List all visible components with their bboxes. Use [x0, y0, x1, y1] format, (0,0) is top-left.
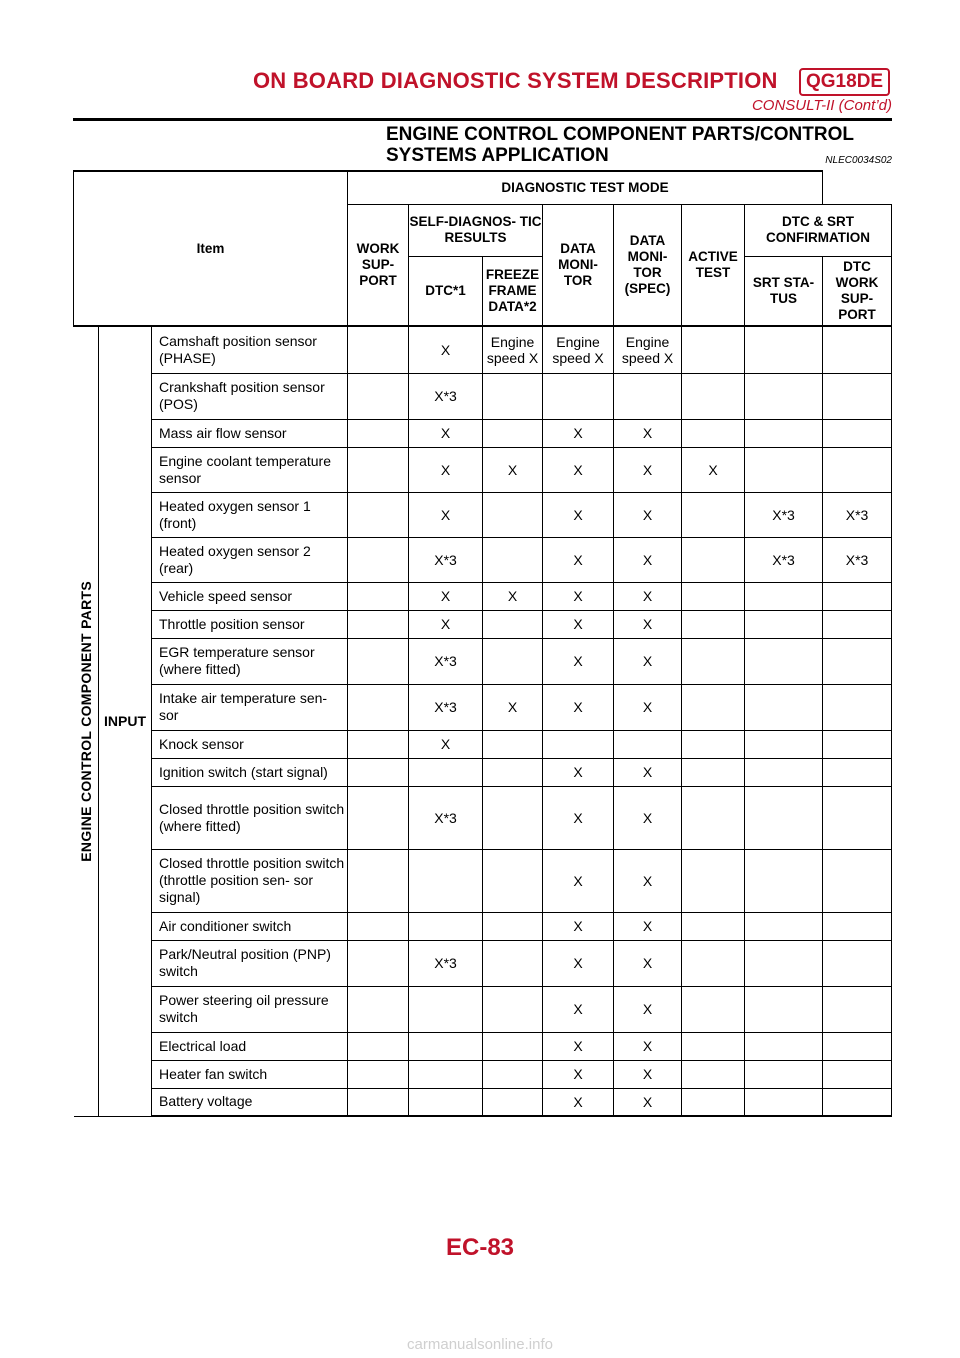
item-name: Electrical load	[152, 1032, 348, 1060]
header-title: ON BOARD DIAGNOSTIC SYSTEM DESCRIPTION	[253, 68, 778, 93]
dtc-work-support-cell	[823, 447, 892, 492]
table-row	[74, 786, 892, 849]
diagnostic-test-mode-header: DIAGNOSTIC TEST MODE	[348, 171, 823, 204]
dtc-work-support-cell	[823, 912, 892, 940]
data-monitor-cell	[543, 373, 614, 419]
table-row	[74, 940, 892, 986]
item-name: Throttle position sensor	[152, 610, 348, 638]
table-row	[74, 638, 892, 684]
active-test-cell	[682, 492, 745, 537]
work-support-cell	[348, 1088, 409, 1116]
active-test-cell	[682, 326, 745, 373]
data-monitor-spec-cell: X	[614, 1032, 682, 1060]
data-monitor-spec-cell: X	[614, 610, 682, 638]
section-code: NLEC0034S02	[825, 155, 892, 166]
active-test-cell	[682, 940, 745, 986]
work-support-cell	[348, 684, 409, 730]
active-test-cell	[682, 986, 745, 1032]
data-monitor-cell: X	[543, 986, 614, 1032]
item-name: Mass air flow sensor	[152, 419, 348, 447]
srt-status-cell	[745, 1088, 823, 1116]
work-support-cell	[348, 447, 409, 492]
data-monitor-cell: X	[543, 610, 614, 638]
data-monitor-spec-cell: X	[614, 447, 682, 492]
srt-status-cell	[745, 447, 823, 492]
data-monitor-cell: X	[543, 492, 614, 537]
dtc-work-support-cell	[823, 849, 892, 912]
work-support-cell	[348, 986, 409, 1032]
freeze-frame-cell	[483, 1060, 543, 1088]
table-row	[74, 582, 892, 610]
active-test-cell	[682, 610, 745, 638]
work-support-cell	[348, 326, 409, 373]
work-support-cell	[348, 1060, 409, 1088]
data-monitor-cell: X	[543, 1060, 614, 1088]
dtc-work-support-cell	[823, 582, 892, 610]
work-support-cell	[348, 730, 409, 758]
dtc-work-support-cell	[823, 373, 892, 419]
srt-status-cell	[745, 986, 823, 1032]
dtc-cell	[409, 1060, 483, 1088]
dtc-cell: X*3	[409, 373, 483, 419]
item-name: Crankshaft position sensor (POS)	[152, 373, 348, 419]
dtc-cell: X	[409, 326, 483, 373]
data-monitor-cell: X	[543, 537, 614, 582]
active-test-cell	[682, 849, 745, 912]
dtc-work-support-header: DTC WORK SUP- PORT	[823, 256, 892, 326]
dtc-cell: X	[409, 730, 483, 758]
table-row	[74, 326, 892, 373]
freeze-frame-header: FREEZE FRAME DATA*2	[483, 256, 543, 326]
work-support-cell	[348, 758, 409, 786]
active-test-cell	[682, 373, 745, 419]
table-row	[74, 537, 892, 582]
work-support-cell	[348, 419, 409, 447]
dtc-cell: X	[409, 447, 483, 492]
freeze-frame-cell: X	[483, 684, 543, 730]
group-label: ENGINE CONTROL COMPONENT PARTS	[77, 580, 94, 862]
srt-status-header: SRT STA- TUS	[745, 256, 823, 326]
work-support-cell	[348, 1032, 409, 1060]
srt-status-cell	[745, 1060, 823, 1088]
item-name: Air conditioner switch	[152, 912, 348, 940]
dtc-work-support-cell	[823, 638, 892, 684]
freeze-frame-cell: X	[483, 582, 543, 610]
freeze-frame-cell	[483, 912, 543, 940]
page-number: EC-83	[445, 1234, 515, 1261]
data-monitor-cell: X	[543, 912, 614, 940]
work-support-cell	[348, 638, 409, 684]
self-diagnostic-results-header: SELF-DIAGNOS- TIC RESULTS	[409, 204, 543, 256]
dtc-work-support-cell	[823, 1088, 892, 1116]
data-monitor-spec-cell: X	[614, 786, 682, 849]
header-rule	[73, 118, 892, 121]
dtc-work-support-cell	[823, 940, 892, 986]
dtc-cell: X*3	[409, 786, 483, 849]
dtc-cell	[409, 1088, 483, 1116]
data-monitor-cell: X	[543, 786, 614, 849]
dtc-work-support-cell	[823, 419, 892, 447]
table-row	[74, 373, 892, 419]
active-test-cell	[682, 758, 745, 786]
item-header: Item	[74, 171, 348, 326]
srt-status-cell	[745, 940, 823, 986]
table-row	[74, 758, 892, 786]
srt-status-cell	[745, 849, 823, 912]
freeze-frame-cell	[483, 492, 543, 537]
item-name: Knock sensor	[152, 730, 348, 758]
dtc-work-support-cell	[823, 786, 892, 849]
dtc-cell: X	[409, 492, 483, 537]
dtc-work-support-cell: X*3	[823, 537, 892, 582]
dtc-work-support-cell	[823, 610, 892, 638]
dtc-cell	[409, 986, 483, 1032]
group-label-cell	[74, 326, 99, 1116]
freeze-frame-cell	[483, 986, 543, 1032]
freeze-frame-cell	[483, 849, 543, 912]
srt-status-cell	[745, 610, 823, 638]
work-support-cell	[348, 492, 409, 537]
work-support-header: WORK SUP- PORT	[348, 204, 409, 326]
active-test-cell: X	[682, 447, 745, 492]
dtc-cell: X*3	[409, 537, 483, 582]
item-name: Closed throttle position switch (throttle position sen- sor signal)	[152, 849, 348, 912]
dtc-work-support-cell	[823, 684, 892, 730]
dtc-cell: X*3	[409, 684, 483, 730]
active-test-cell	[682, 1088, 745, 1116]
data-monitor-spec-cell: X	[614, 492, 682, 537]
dtc-work-support-cell	[823, 730, 892, 758]
srt-status-cell: X*3	[745, 537, 823, 582]
work-support-cell	[348, 786, 409, 849]
freeze-frame-cell: X	[483, 447, 543, 492]
active-test-cell	[682, 1032, 745, 1060]
work-support-cell	[348, 537, 409, 582]
data-monitor-cell: X	[543, 582, 614, 610]
data-monitor-spec-cell	[614, 730, 682, 758]
dtc-cell	[409, 758, 483, 786]
dtc-cell	[409, 1032, 483, 1060]
data-monitor-spec-cell	[614, 373, 682, 419]
data-monitor-spec-cell: Engine speed X	[614, 326, 682, 373]
data-monitor-cell: X	[543, 1032, 614, 1060]
table-row	[74, 849, 892, 912]
dtc-header: DTC*1	[409, 256, 483, 326]
table-row	[74, 1032, 892, 1060]
work-support-cell	[348, 849, 409, 912]
item-name: Heated oxygen sensor 2 (rear)	[152, 537, 348, 582]
dtc-work-support-cell	[823, 1032, 892, 1060]
item-name: Engine coolant temperature sensor	[152, 447, 348, 492]
dtc-cell: X*3	[409, 638, 483, 684]
srt-status-cell	[745, 582, 823, 610]
data-monitor-cell: X	[543, 419, 614, 447]
item-name: Closed throttle position switch (where fitted)	[152, 786, 348, 849]
table-row	[74, 492, 892, 537]
srt-status-cell	[745, 684, 823, 730]
active-test-cell	[682, 419, 745, 447]
active-test-cell	[682, 912, 745, 940]
srt-status-cell	[745, 1032, 823, 1060]
table-row	[74, 912, 892, 940]
dtc-cell: X	[409, 419, 483, 447]
data-monitor-spec-cell: X	[614, 419, 682, 447]
freeze-frame-cell	[483, 537, 543, 582]
data-monitor-spec-cell: X	[614, 582, 682, 610]
freeze-frame-cell	[483, 940, 543, 986]
table-row	[74, 684, 892, 730]
srt-status-cell	[745, 638, 823, 684]
work-support-cell	[348, 582, 409, 610]
srt-status-cell	[745, 730, 823, 758]
data-monitor-cell: X	[543, 758, 614, 786]
freeze-frame-cell	[483, 786, 543, 849]
dtc-work-support-cell	[823, 1060, 892, 1088]
header-subtitle: CONSULT-II (Cont’d)	[751, 97, 892, 114]
data-monitor-spec-cell: X	[614, 986, 682, 1032]
srt-status-cell	[745, 373, 823, 419]
item-name: Camshaft position sensor (PHASE)	[152, 326, 348, 373]
data-monitor-cell: X	[543, 447, 614, 492]
item-name: Ignition switch (start signal)	[152, 758, 348, 786]
srt-status-cell	[745, 912, 823, 940]
active-test-header: ACTIVE TEST	[682, 204, 745, 326]
active-test-cell	[682, 582, 745, 610]
active-test-cell	[682, 1060, 745, 1088]
section-title-line-2: SYSTEMS APPLICATION	[386, 145, 609, 166]
table-row	[74, 610, 892, 638]
srt-status-cell	[745, 419, 823, 447]
section-title	[386, 124, 856, 166]
freeze-frame-cell: Engine speed X	[483, 326, 543, 373]
data-monitor-spec-cell: X	[614, 758, 682, 786]
data-monitor-spec-cell: X	[614, 912, 682, 940]
subgroup-label: INPUT	[99, 326, 152, 1116]
data-monitor-cell: Engine speed X	[543, 326, 614, 373]
dtc-work-support-cell	[823, 326, 892, 373]
freeze-frame-cell	[483, 638, 543, 684]
item-name: Power steering oil pressure switch	[152, 986, 348, 1032]
data-monitor-cell: X	[543, 940, 614, 986]
dtc-cell: X	[409, 610, 483, 638]
data-monitor-spec-header: DATA MONI- TOR (SPEC)	[614, 204, 682, 326]
item-name: Heater fan switch	[152, 1060, 348, 1088]
dtc-cell: X*3	[409, 940, 483, 986]
data-monitor-spec-cell: X	[614, 684, 682, 730]
freeze-frame-cell	[483, 730, 543, 758]
section-title-line-1: ENGINE CONTROL COMPONENT PARTS/CONTROL	[386, 124, 854, 145]
data-monitor-header: DATA MONI- TOR	[543, 204, 614, 326]
dtc-work-support-cell	[823, 986, 892, 1032]
item-name: Vehicle speed sensor	[152, 582, 348, 610]
data-monitor-spec-cell: X	[614, 940, 682, 986]
active-test-cell	[682, 786, 745, 849]
work-support-cell	[348, 373, 409, 419]
footer-url: carmanualsonline.info	[407, 1336, 553, 1353]
item-name: Park/Neutral position (PNP) switch	[152, 940, 348, 986]
item-name: Battery voltage	[152, 1088, 348, 1116]
active-test-cell	[682, 684, 745, 730]
active-test-cell	[682, 638, 745, 684]
data-monitor-cell: X	[543, 638, 614, 684]
item-name: Intake air temperature sen- sor	[152, 684, 348, 730]
srt-status-cell	[745, 786, 823, 849]
srt-status-cell	[745, 758, 823, 786]
dtc-cell	[409, 912, 483, 940]
srt-status-cell	[745, 326, 823, 373]
active-test-cell	[682, 537, 745, 582]
table-row	[74, 1060, 892, 1088]
freeze-frame-cell	[483, 758, 543, 786]
item-name: EGR temperature sensor (where fitted)	[152, 638, 348, 684]
work-support-cell	[348, 610, 409, 638]
work-support-cell	[348, 912, 409, 940]
data-monitor-spec-cell: X	[614, 849, 682, 912]
freeze-frame-cell	[483, 610, 543, 638]
data-monitor-spec-cell: X	[614, 1060, 682, 1088]
table-row	[74, 447, 892, 492]
active-test-cell	[682, 730, 745, 758]
freeze-frame-cell	[483, 1088, 543, 1116]
data-monitor-spec-cell: X	[614, 638, 682, 684]
data-monitor-spec-cell: X	[614, 537, 682, 582]
work-support-cell	[348, 940, 409, 986]
dtc-work-support-cell: X*3	[823, 492, 892, 537]
dtc-work-support-cell	[823, 758, 892, 786]
data-monitor-cell: X	[543, 684, 614, 730]
table-row	[74, 419, 892, 447]
data-monitor-cell: X	[543, 1088, 614, 1116]
dtc-cell: X	[409, 582, 483, 610]
dtc-srt-confirmation-header: DTC & SRT CONFIRMATION	[745, 204, 892, 256]
table-row	[74, 730, 892, 758]
table-row	[74, 986, 892, 1032]
data-monitor-cell	[543, 730, 614, 758]
srt-status-cell: X*3	[745, 492, 823, 537]
item-name: Heated oxygen sensor 1 (front)	[152, 492, 348, 537]
freeze-frame-cell	[483, 373, 543, 419]
freeze-frame-cell	[483, 419, 543, 447]
engine-code-badge: QG18DE	[799, 68, 890, 96]
data-monitor-spec-cell: X	[614, 1088, 682, 1116]
dtc-cell	[409, 849, 483, 912]
freeze-frame-cell	[483, 1032, 543, 1060]
application-table	[73, 170, 892, 1117]
data-monitor-cell: X	[543, 849, 614, 912]
table-row	[74, 1088, 892, 1116]
